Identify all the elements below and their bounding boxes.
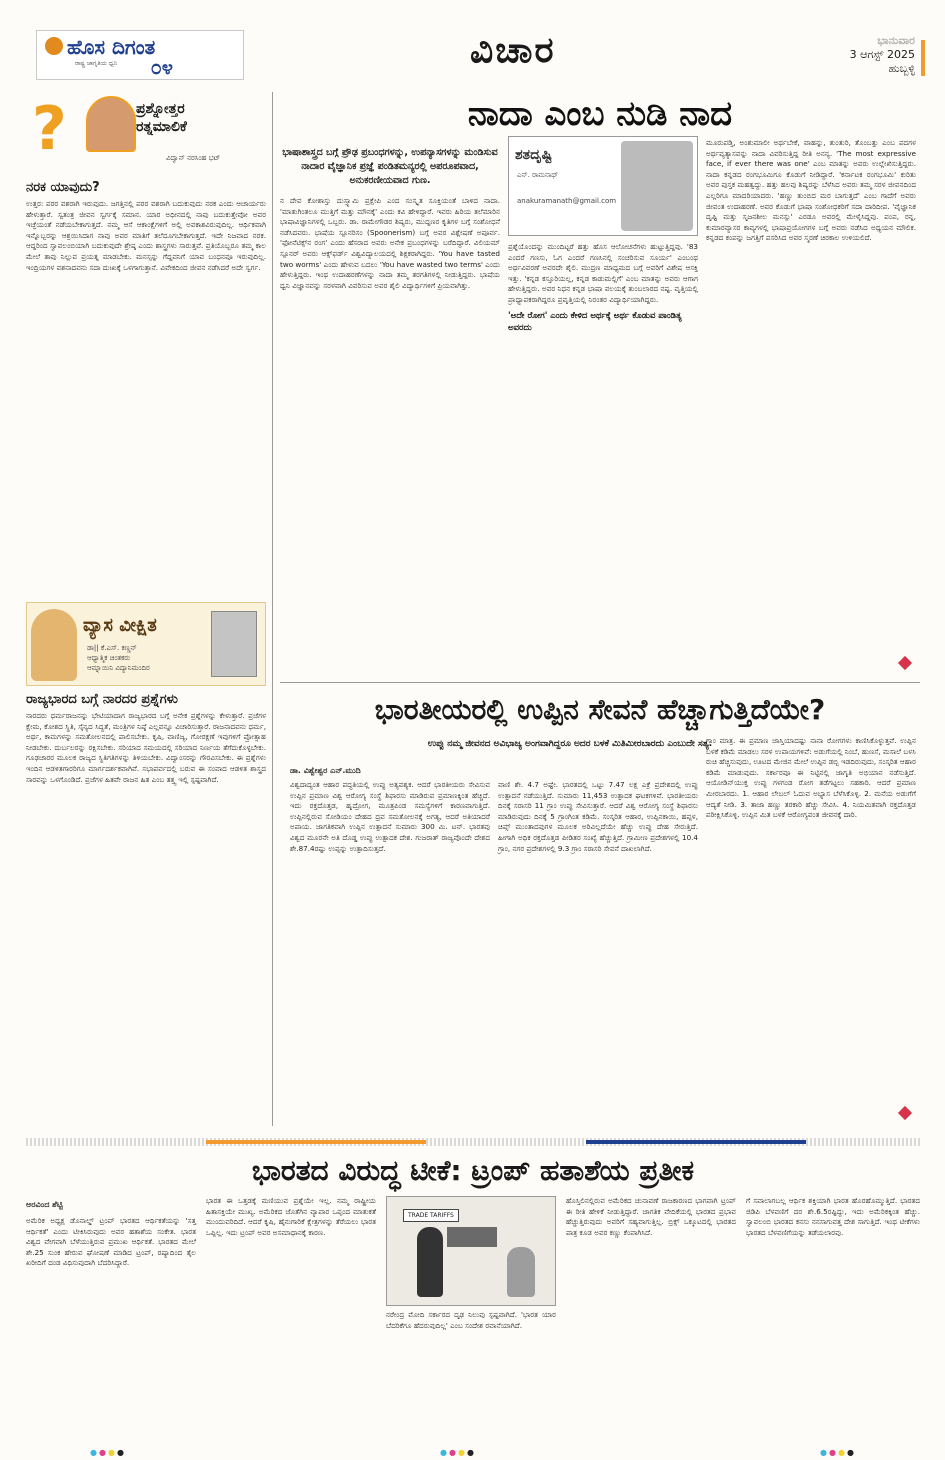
article-body-col2: ಭಾರತ ಈ ಒತ್ತಡಕ್ಕೆ ಮಣಿಯುವ ಪ್ರಶ್ನೆಯೇ ಇಲ್ಲ. ನಮ್ಮ ರಾಷ್ಟ್ರೀಯ ಹಿತಾಸಕ್ತಿಯೇ ಮುಖ್ಯ. ಅಮೆರಿಕದ ಜೊತೆಗಿನ ವ್ಯಾಪಾರ ಒಪ್ಪಂದ ಮಾತುಕತೆ ಮುಂದುವರಿದಿದೆ. ಆದರೆ ಕೃಷಿ, ಹೈನುಗಾರಿಕೆ ಕ್ಷೇತ್ರಗಳನ್ನು ತೆರೆಯಲು ಭಾರತ ಒಪ್ಪಿಲ್ಲ. ಇದು ಟ್ರಂಪ್ ಅವರ ಅಸಮಾಧಾನಕ್ಕೆ ಕಾರಣ. (206, 1196, 376, 1237)
article-standfirst: ಉಪ್ಪು ನಮ್ಮ ಜೀವನದ ಅವಿಭಾಜ್ಯ ಅಂಗವಾಗಿದ್ದರೂ ಅದರ ಬಳಕೆ ಮಿತಿಮೀರಬಾರದು ಎಂಬುದೇ ಸತ್ಯ. (427, 739, 713, 749)
accent-stripe-orange (206, 1140, 426, 1144)
end-mark-icon (898, 656, 912, 670)
article-byline: ಅರವಿಂದ ಶೆಟ್ಟಿ (26, 1200, 63, 1209)
article-body-col2 (508, 242, 698, 338)
cartoon-caption: TRADE TARIFFS (403, 1209, 459, 1222)
qna-title-line1: ಪ್ರಶ್ನೋತ್ತರ (136, 101, 185, 117)
section-divider (280, 682, 920, 683)
article-body-col2: ವಾಣಿ ಶೇ. 4.7 ಅಷ್ಟೇ. ಭಾರತದಲ್ಲಿ ಒಟ್ಟು 7.47 ಲಕ್ಷ ಎಕ್ರೆ ಪ್ರದೇಶದಲ್ಲಿ ಉಪ್ಪು ಉತ್ಪಾದನೆ ನಡೆಯುತ್ತಿದೆ. ಸುಮಾರು 11,453 ಉತ್ಪಾದಕ ಘಟಕಗಳಿವೆ. ಭಾರತೀಯರು ದಿನಕ್ಕೆ ಸರಾಸರಿ 11 ಗ್ರಾಂ ಉಪ್ಪು ಸೇವಿಸುತ್ತಾರೆ. ಆದರೆ ವಿಶ್ವ ಆರೋಗ್ಯ ಸಂಸ್ಥೆ ಶಿಫಾರಸು ಮಾಡಿರುವುದು ದಿನಕ್ಕೆ 5 ಗ್ರಾಂಗಿಂತ ಕಡಿಮೆ. ಸಂಸ್ಕರಿತ ಆಹಾರ, ಉಪ್ಪಿನಕಾಯಿ, ಹಪ್ಪಳ, ಚಿಪ್ಸ್ ಮುಂತಾದವುಗಳ ಮೂಲಕ ಅರಿವಿಲ್ಲದೆಯೇ ಹೆಚ್ಚು ಉಪ್ಪು ದೇಹ ಸೇರುತ್ತಿದೆ. ಹೀಗಾಗಿ ಅಧಿಕ ರಕ್ತದೊತ್ತಡ ಪೀಡಿತರ ಸಂಖ್ಯೆ ಹೆಚ್ಚುತ್ತಿದೆ. ಗ್ರಾಮೀಣ ಪ್ರದೇಶಗಳಲ್ಲಿ 10.4 ಗ್ರಾಂ, ನಗರ ಪ್ರದೇಶಗಳಲ್ಲಿ 9.3 ಗ್ರಾಂ ಸರಾಸರಿ ಸೇವನೆ ದಾಖಲಾಗಿದೆ. (498, 780, 698, 853)
column-badge (508, 136, 698, 236)
registration-dots-left: ●●●● (90, 1448, 126, 1457)
end-mark-icon (898, 1106, 912, 1120)
column-divider (272, 92, 273, 1126)
article-headline[interactable]: ಭಾರತೀಯರಲ್ಲಿ ಉಪ್ಪಿನ ಸೇವನೆ ಹೆಚ್ಚಾಗುತ್ತಿದೆಯೇ? (374, 693, 826, 726)
qna-heading[interactable]: ನರಕ ಯಾವುದು? (26, 180, 100, 195)
city-label: ಹುಬ್ಬಳ್ಳಿ (888, 62, 915, 75)
masthead-logo[interactable] (36, 30, 244, 80)
qna-author: ವಿದ್ವಾನ್ ನರಸಿಂಹ ಭಟ್ (166, 154, 221, 162)
print-registration-marks (0, 1448, 945, 1456)
qna-body: ಉತ್ತರ: ಪರರ ವಶರಾಗಿ ಇರುವುದು. ಜಗತ್ತಿನಲ್ಲಿ ಪರರ ವಶರಾಗಿ ಬದುಕುವುದು ನರಕ ಎಂದು ಆಚಾರ್ಯರು ಹೇಳುತ್ತಾರೆ. ಸ್ವತಂತ್ರ ಜೀವನ ಸ್ವರ್ಗಕ್ಕೆ ಸಮಾನ. ಯಾರ ಅಧೀನದಲ್ಲಿ ನಾವು ಬದುಕುತ್ತೇವೋ ಅವರ ಇಚ್ಛೆಯಂತೆ ನಡೆಯಬೇಕಾಗುತ್ತದೆ. ನಮ್ಮ ಆಸೆ ಆಕಾಂಕ್ಷೆಗಳಿಗೆ ಅಲ್ಲಿ ಅವಕಾಶವಿರುವುದಿಲ್ಲ. ಆರ್ಥಿಕವಾಗಿ ಇನ್ನೊಬ್ಬರನ್ನು ಆಶ್ರಯಿಸಿದಾಗ ನಾವು ಅವರ ಮಾತಿಗೆ ತಲೆದೂಗಬೇಕಾಗುತ್ತದೆ. ಇದೇ ನಿಜವಾದ ನರಕ. ಆದ್ದರಿಂದ ಸ್ವಾವಲಂಬಿಯಾಗಿ ಬದುಕುವುದೇ ಶ್ರೇಷ್ಠ ಎಂದು ಶಾಸ್ತ್ರಗಳು ಸಾರುತ್ತವೆ. ಪ್ರತಿಯೊಬ್ಬರೂ ತಮ್ಮ ಕಾಲ ಮೇಲೆ ತಾವು ನಿಲ್ಲುವ ಪ್ರಯತ್ನ ಮಾಡಬೇಕು. ಮನಸ್ಸನ್ನು ಗೆದ್ದವನಿಗೆ ಯಾವ ಬಂಧನವೂ ಇರುವುದಿಲ್ಲ. ಇಂದ್ರಿಯಗಳ ವಶನಾದವನು ಸದಾ ದುಃಖಕ್ಕೆ ಒಳಗಾಗುತ್ತಾನೆ. ವಿವೇಕದಿಂದ ಜೀವನ ನಡೆಸಿದರೆ ಅದೇ ಸ್ವರ್ಗ. (26, 199, 266, 272)
section-title: ವಿಚಾರ (470, 30, 556, 71)
accent-stripe-blue (586, 1140, 806, 1144)
article-body-col5: ಗೆ ಸವಾಲಾಗಬಲ್ಲ ಆರ್ಥಿಕ ಶಕ್ತಿಯಾಗಿ ಭಾರತ ಹೊರಹೊಮ್ಮುತ್ತಿದೆ. ಭಾರತದ ಜಿಡಿಪಿ ಬೆಳವಣಿಗೆ ದರ ಶೇ.6.5ರಷ್ಟಿದ್ದು, ಇದು ಅಮೆರಿಕಕ್ಕಿಂತ ಹೆಚ್ಚು. ಸ್ವಾವಲಂಬಿ ಭಾರತದ ಕನಸು ನನಸಾಗುವತ್ತ ದೇಶ ಸಾಗುತ್ತಿದೆ. ಇಂಥ ಟೀಕೆಗಳು ಭಾರತದ ಬೆಳವಣಿಗೆಯನ್ನು ತಡೆಯಲಾರವು. (746, 1196, 920, 1237)
vyasa-banner (26, 602, 266, 686)
vyasa-author-photo (211, 611, 257, 677)
article-headline[interactable]: ಭಾರತದ ವಿರುದ್ಧ ಟೀಕೆ: ಟ್ರಂಪ್ ಹತಾಶೆಯ ಪ್ರತೀಕ (251, 1154, 695, 1187)
accent-bar (921, 40, 925, 76)
cartoon-figure-right (507, 1247, 535, 1297)
page-header (0, 0, 945, 92)
registration-dots-right: ●●●● (820, 1448, 856, 1457)
vyasa-author-org: ಆಮ್ನಾಯಿನಿ ವಿದ್ಯಾನಿಮಂದಿರ (87, 664, 150, 672)
article-body-col1: ಅಮೆರಿಕ ಅಧ್ಯಕ್ಷ ಡೊನಾಲ್ಡ್ ಟ್ರಂಪ್ ಭಾರತದ ಆರ್ಥಿಕತೆಯನ್ನು 'ಸತ್ತ ಆರ್ಥಿಕತೆ' ಎಂದು ಟೀಕಿಸಿರುವುದು ಅವರ ಹತಾಶೆಯ ಸಂಕೇತ. ಭಾರತ ವಿಶ್ವದ ವೇಗವಾಗಿ ಬೆಳೆಯುತ್ತಿರುವ ಪ್ರಮುಖ ಆರ್ಥಿಕತೆ. ಭಾರತದ ಮೇಲೆ ಶೇ.25 ಸುಂಕ ಹೇರುವ ಘೋಷಣೆ ಮಾಡಿದ ಟ್ರಂಪ್, ರಷ್ಯಾದಿಂದ ತೈಲ ಖರೀದಿಗೆ ದಂಡ ವಿಧಿಸುವುದಾಗಿ ಬೆದರಿಸಿದ್ದಾರೆ. (26, 1216, 196, 1268)
article-nada (280, 92, 920, 682)
registration-dots-center: ●●●● (440, 1448, 476, 1457)
vyasa-heading[interactable]: ರಾಜ್ಯಭಾರದ ಬಗ್ಗೆ ನಾರದರ ಪ್ರಶ್ನೆಗಳು (26, 692, 178, 707)
qna-banner (26, 94, 266, 164)
article-body-col1: ವಿಶ್ವದಾದ್ಯಂತ ಆಹಾರ ಪದ್ಧತಿಯಲ್ಲಿ ಉಪ್ಪು ಅತ್ಯವಶ್ಯಕ. ಆದರೆ ಭಾರತೀಯರು ಸೇವಿಸುವ ಉಪ್ಪಿನ ಪ್ರಮಾಣ ವಿಶ್ವ ಆರೋಗ್ಯ ಸಂಸ್ಥೆ ಶಿಫಾರಸು ಮಾಡಿರುವ ಪ್ರಮಾಣಕ್ಕಿಂತ ಹೆಚ್ಚಿದೆ. ಇದು ರಕ್ತದೊತ್ತಡ, ಹೃದ್ರೋಗ, ಮೂತ್ರಪಿಂಡ ಸಮಸ್ಯೆಗಳಿಗೆ ಕಾರಣವಾಗುತ್ತಿದೆ. ಉಪ್ಪಿನಲ್ಲಿರುವ ಸೋಡಿಯಂ ದೇಹದ ದ್ರವ ಸಮತೋಲನಕ್ಕೆ ಅಗತ್ಯ, ಆದರೆ ಅತಿಯಾದರೆ ಅಪಾಯ. ಜಾಗತಿಕವಾಗಿ ಉಪ್ಪಿನ ಉತ್ಪಾದನೆ ಸುಮಾರು 300 ಮಿ. ಟನ್. ಭಾರತವು ವಿಶ್ವದ ಮೂರನೇ ಅತಿ ದೊಡ್ಡ ಉಪ್ಪು ಉತ್ಪಾದಕ ದೇಶ. ಗುಜರಾತ್ ರಾಜ್ಯವೊಂದೇ ದೇಶದ ಶೇ.87.4ರಷ್ಟು ಉಪ್ಪನ್ನು ಉತ್ಪಾದಿಸುತ್ತದೆ. (290, 780, 490, 853)
date-label: 3 ಆಗಸ್ಟ್ 2025 (849, 48, 915, 61)
article-body-col3: ಗ್ರಾಂ ಮಾತ್ರ. ಈ ಪ್ರಮಾಣ ಜಾಸ್ತಿಯಾದಷ್ಟು ನಾನಾ ರೋಗಗಳು ಕಾಣಿಸಿಕೊಳ್ಳುತ್ತವೆ. ಉಪ್ಪಿನ ಬಳಕೆ ಕಡಿಮೆ ಮಾಡಲು ಸರಳ ಉಪಾಯಗಳಿವೆ: ಅಡುಗೆಯಲ್ಲಿ ನಿಂಬೆ, ಹುಣಸೆ, ಮಸಾಲೆ ಬಳಸಿ ರುಚಿ ಹೆಚ್ಚಿಸುವುದು, ಊಟದ ಮೇಜಿನ ಮೇಲೆ ಉಪ್ಪಿನ ಡಬ್ಬಿ ಇಡದಿರುವುದು, ಸಂಸ್ಕರಿತ ಆಹಾರ ಕಡಿಮೆ ಮಾಡುವುದು. ಸರ್ಕಾರವೂ ಈ ನಿಟ್ಟಿನಲ್ಲಿ ಜಾಗೃತಿ ಅಭಿಯಾನ ನಡೆಸುತ್ತಿದೆ. ಆಯೋಡಿನ್‌ಯುಕ್ತ ಉಪ್ಪು ಗಳಗಂಡ ರೋಗ ತಡೆಗಟ್ಟಲು ಸಹಕಾರಿ. ಆದರೆ ಪ್ರಮಾಣ ಮೀರಬಾರದು. 1. ಆಹಾರ ಲೇಬಲ್ ಓದುವ ಅಭ್ಯಾಸ ಬೆಳೆಸಿಕೊಳ್ಳಿ. 2. ಮನೆಯ ಅಡುಗೆಗೆ ಆದ್ಯತೆ ನೀಡಿ. 3. ತಾಜಾ ಹಣ್ಣು ತರಕಾರಿ ಹೆಚ್ಚು ಸೇವಿಸಿ. 4. ನಿಯಮಿತವಾಗಿ ರಕ್ತದೊತ್ತಡ ಪರೀಕ್ಷಿಸಿಕೊಳ್ಳಿ. ಉಪ್ಪಿನ ಮಿತ ಬಳಕೆ ಆರೋಗ್ಯವಂತ ಜೀವನಕ್ಕೆ ದಾರಿ. (706, 736, 916, 820)
vyasa-author (87, 643, 150, 673)
lamp-icon (45, 37, 63, 55)
article-byline: ಡಾ. ವಿಶ್ವೇಶ್ವರ ಎನ್.ಮುದಿ (290, 766, 361, 775)
article-trump (26, 1138, 920, 1446)
vyasa-title: ವ್ಯಾಸ ವೀಕ್ಷಿತ (83, 615, 157, 636)
column-name: ಶತದೃಷ್ಟಿ (515, 147, 553, 163)
date-block (850, 34, 915, 76)
vyasa-body: ನಾರದರು ಧರ್ಮರಾಜನನ್ನು ಭೇಟಿಯಾದಾಗ ರಾಜ್ಯಭಾರದ ಬಗ್ಗೆ ಅನೇಕ ಪ್ರಶ್ನೆಗಳನ್ನು ಕೇಳುತ್ತಾರೆ. ಪ್ರಜೆಗಳ ಕ್ಷೇಮ, ಕೋಶದ ಸ್ಥಿತಿ, ಸೈನ್ಯದ ಸಿದ್ಧತೆ, ಮಂತ್ರಿಗಳ ನಿಷ್ಠೆ ಎಲ್ಲವನ್ನೂ ವಿಚಾರಿಸುತ್ತಾರೆ. ರಾಜನಾದವನು ಧರ್ಮ, ಅರ್ಥ, ಕಾಮಗಳನ್ನು ಸಮತೋಲನದಲ್ಲಿ ಪಾಲಿಸಬೇಕು. ಕೃಷಿ, ವಾಣಿಜ್ಯ, ಗೋರಕ್ಷಣೆ ಇವುಗಳಿಗೆ ಪ್ರೋತ್ಸಾಹ ನೀಡಬೇಕು. ದುರ್ಬಲರನ್ನು ರಕ್ಷಿಸಬೇಕು. ಸರಿಯಾದ ಸಮಯದಲ್ಲಿ ಸರಿಯಾದ ನಿರ್ಣಯ ತೆಗೆದುಕೊಳ್ಳಬೇಕು. ಗೂಢಚಾರರ ಮೂಲಕ ರಾಜ್ಯದ ಸ್ಥಿತಿಗತಿಗಳನ್ನು ತಿಳಿಯಬೇಕು. ವಿದ್ವಾಂಸರನ್ನು ಗೌರವಿಸಬೇಕು. ಈ ಪ್ರಶ್ನೆಗಳು ಇಂದಿನ ಆಡಳಿತಗಾರರಿಗೂ ಮಾರ್ಗದರ್ಶಕವಾಗಿವೆ. ಸಭಾಪರ್ವದಲ್ಲಿ ಬರುವ ಈ ಸಂವಾದ ಆಡಳಿತ ಶಾಸ್ತ್ರದ ಸಾರವನ್ನು ಒಳಗೊಂಡಿದೆ. ಪ್ರಜೆಗಳ ಹಿತವೇ ರಾಜನ ಹಿತ ಎಂಬ ತತ್ತ್ವ ಇಲ್ಲಿ ಸ್ಪಷ್ಟವಾಗಿದೆ. (26, 711, 266, 784)
editorial-cartoon (386, 1196, 556, 1306)
vyasa-article (26, 692, 266, 785)
column-author: ಎನ್. ರಾಮನಾಥ್ (517, 171, 559, 179)
qna-title-line2: ರತ್ನಮಾಲಿಕೆ (136, 119, 187, 135)
article-body-col3: ನರೇಂದ್ರ ಮೋದಿ ಸರ್ಕಾರದ ದೃಢ ನಿಲುವು ಸ್ಪಷ್ಟವಾಗಿದೆ. 'ಭಾರತ ಯಾರ ಬೆದರಿಕೆಗೂ ಹೆದರುವುದಿಲ್ಲ' ಎಂಬ ಸಂದೇಶ ರವಾನೆಯಾಗಿದೆ. (386, 1310, 556, 1330)
article-body-col4: ಹೊಸ್ತಿಲಿನಲ್ಲಿರುವ ಅಮೆರಿಕದ ಚುನಾವಣೆ ರಾಜಕಾರಣದ ಭಾಗವಾಗಿ ಟ್ರಂಪ್ ಈ ರೀತಿ ಹೇಳಿಕೆ ನೀಡುತ್ತಿದ್ದಾರೆ. ಜಾಗತಿಕ ವೇದಿಕೆಯಲ್ಲಿ ಭಾರತದ ಪ್ರಭಾವ ಹೆಚ್ಚುತ್ತಿರುವುದು ಅವರಿಗೆ ಸಹ್ಯವಾಗುತ್ತಿಲ್ಲ. ಬ್ರಿಕ್ಸ್ ಒಕ್ಕೂಟದಲ್ಲಿ ಭಾರತದ ಪಾತ್ರ ಕೂಡ ಅವರ ಕಣ್ಣು ಕೆಂಪಾಗಿಸಿದೆ. (566, 1196, 736, 1237)
vyasa-author-role: ಆಧ್ಯಾತ್ಮಿಕ ಚಿಂತಕರು (87, 654, 131, 662)
pull-quote: 'ಅದೇ ರೋಗ' ಎಂದು ಕೇಳಿದ ಅರ್ಥಕ್ಕೆ ಅರ್ಥ ಕೊಡುವ ಪಾಂಡಿತ್ಯ ಅವರದು (508, 310, 682, 333)
day-label: ಭಾನುವಾರ (877, 34, 915, 47)
article-body-col2-text: ಪ್ರಶ್ನೆಯೊಂದನ್ನು ಮುಂದಿಟ್ಟರೆ ಹತ್ತು ಹೊಸ ಆಲೋಚನೆಗಳು ಹುಟ್ಟುತ್ತಿದ್ದವು. '83 ಎಂದರೆ ಗಣಸು, ಓಗ ಎಂದರೆ ಗಣಸಿನಲ್ಲಿ ಸಂಚರಿಸುವ ಸೂರ್ಯ' ಎಂಬಂಥ ಅರ್ಥವಿವರಣೆ ಅವರದೇ ಶೈಲಿ. ಮುದ್ರಣ ಮಾಧ್ಯಮದ ಬಗ್ಗೆ ಅವರಿಗೆ ವಿಶೇಷ ಆಸಕ್ತಿ ಇತ್ತು. 'ಕನ್ನಡ ಕಸ್ತೂರಿಯಲ್ಲ, ಕನ್ನಡ ಕಾಡುಮಲ್ಲಿಗೆ' ಎಂಬ ಮಾತನ್ನು ಅವರು ಆಗಾಗ ಹೇಳುತ್ತಿದ್ದರು. ಅವರ ನಿಧನ ಕನ್ನಡ ಭಾಷಾ ವಲಯಕ್ಕೆ ತುಂಬಲಾರದ ನಷ್ಟ. ವೃತ್ತಿಯಲ್ಲಿ ಪ್ರಾಧ್ಯಾಪಕರಾಗಿದ್ದರೂ ಪ್ರವೃತ್ತಿಯಲ್ಲಿ ನಿರಂತರ ವಿದ್ಯಾರ್ಥಿಯಾಗಿದ್ದರು. (508, 242, 698, 304)
qna-title (136, 100, 187, 136)
question-mark-icon: ? (32, 94, 67, 164)
author-avatar (86, 96, 136, 152)
article-body-col3: ಮೂರುಪಡ್ತಿ, ಅಂಶುಮಾಲೀ ಅರ್ಥಬೇಕೆ, ವಾಹನ್ನು, ತುಂತುರಿ, ತೊಂಬತ್ತು ಎಂಬ ಪದಗಳ ಅರ್ಥವ್ಯತ್ಯಾಸವನ್ನು ನಾದಾ ವಿವರಿಸುತ್ತಿದ್ದ ರೀತಿ ಅನನ್ಯ. 'The most expressive face, if ever there was one' ಎಂಬ ಮಾತನ್ನು ಅವರು ಉಲ್ಲೇಖಿಸುತ್ತಿದ್ದರು. ನಾದಾ ಕನ್ನಡದ ರಂಗಭೂಮಿಗೂ ಕೊಡುಗೆ ನೀಡಿದ್ದಾರೆ. 'ಕರ್ನಾಟಕ ರಂಗಭೂಮಿ' ಕುರಿತು ಅವರ ಪುಸ್ತಕ ಮಹತ್ವದ್ದು. ಹತ್ತು ಹಲವು ಶಿಷ್ಯರನ್ನು ಬೆಳೆಸಿದ ಅವರು ತಮ್ಮ ಸರಳ ಜೀವನದಿಂದ ಎಲ್ಲರಿಗೂ ಮಾದರಿಯಾದರು. 'ಹಣ್ಣು ತುಂಬಿದ ಮರ ಬಾಗುತ್ತದೆ' ಎಂಬ ಗಾದೆಗೆ ಅವರು ಜೀವಂತ ಉದಾಹರಣೆ. ಅವರ ಕೊಡುಗೆ ಭಾಷಾ ಸಂಶೋಧಕರಿಗೆ ಸದಾ ದಾರಿದೀಪ. 'ವೈಜ್ಞಾನಿಕ ದೃಷ್ಟಿ ಮತ್ತು ಸೃಜನಶೀಲ ಮನಸ್ಸು' ಎರಡೂ ಅವರಲ್ಲಿ ಮೇಳೈಸಿದ್ದವು. ಪಂಪ, ರನ್ನ, ಕುಮಾರವ್ಯಾಸರ ಕಾವ್ಯಗಳಲ್ಲಿ ಭಾಷಾಪ್ರಯೋಗಗಳ ಬಗ್ಗೆ ಅವರು ನಡೆಸಿದ ಅಧ್ಯಯನ ಮೌಲಿಕ. ಕನ್ನಡದ ಕಂಪನ್ನು ಜಗತ್ತಿಗೆ ಪಸರಿಸಿದ ಅವರ ಸ್ಮರಣೆ ಚಿರಕಾಲ ಉಳಿಯಲಿದೆ. (706, 138, 916, 243)
columnist-photo (621, 141, 693, 231)
cartoon-launcher-icon (447, 1227, 497, 1247)
left-column (26, 92, 266, 1124)
article-salt (280, 688, 920, 1128)
sage-illustration-icon (31, 609, 77, 681)
article-body-col1: ನ ದೇವ ಕೋಶಾಸ್ತು ದುಸ್ಸ್ಯಾಮಿ ಪ್ರಕ್ಷೇಪಿ ಎಂದ ಸಂಸ್ಕೃತ ಸೂಕ್ತಿಯಂತೆ ಬಾಳಿದ ನಾದಾ. 'ಮಾತುಗಿಂತಲೂ ಮುತ್ತಿಗೆ ಮತ್ತು ಮೌನಕ್ಕೆ' ಎಂದು ಕವಿ ಹೇಳಿದ್ದಾರೆ. ಇವರು ಹಿರಿಯ ತಲೆಮಾರಿನ ಭಾಷಾವಿಜ್ಞಾನಿಗಳಲ್ಲಿ ಒಬ್ಬರು. ಡಾ. ರಾಮೇಗೌಡರ ಶಿಷ್ಯರು, ಮುದ್ದಣರ ಕೃತಿಗಳ ಬಗ್ಗೆ ಸಂಶೋಧನೆ ನಡೆಸಿದವರು. ಭಾಷೆಯ ಸ್ಪೂನರಿಸಂ (Spoonerism) ಬಗ್ಗೆ ಅವರ ವಿಶ್ಲೇಷಣೆ ಅಪೂರ್ವ. 'ಫೋನೆಟಿಕ್ಸ್‌ನ ರಂಗ' ಎಂದು ಹೆಸರಾದ ಅವರು ಅನೇಕ ಪ್ರಬಂಧಗಳನ್ನು ಬರೆದಿದ್ದಾರೆ. ವಿಲಿಯಮ್ ಸ್ಪೂನರ್ ಅವರು ಆಕ್ಸ್‌ಫರ್ಡ್ ವಿಶ್ವವಿದ್ಯಾಲಯದಲ್ಲಿ ಶಿಕ್ಷಕರಾಗಿದ್ದರು. 'You have tasted two worms' ಎಂದು ಹೇಳುವ ಬದಲು 'You have wasted two terms' ಎಂದು ಹೇಳುತ್ತಿದ್ದರು. ಇಂಥ ಉದಾಹರಣೆಗಳನ್ನು ನಾದಾ ತಮ್ಮ ತರಗತಿಗಳಲ್ಲಿ ನೀಡುತ್ತಿದ್ದರು. ಭಾಷೆಯ ಧ್ವನಿ ವಿಜ್ಞಾನವನ್ನು ಸರಳವಾಗಿ ವಿವರಿಸುವ ಅವರ ಶೈಲಿ ವಿದ್ಯಾರ್ಥಿಗಳಿಗೆ ಪ್ರಿಯವಾಗಿತ್ತು. (280, 196, 500, 290)
brand-tagline: ರಾಷ್ಟ್ರ ಜಾಗೃತಿಯ ಧ್ವನಿ (75, 60, 118, 67)
qna-article (26, 180, 266, 273)
cartoon-figure-left (417, 1227, 443, 1297)
brand-name: ಹೊಸ ದಿಗಂತ (67, 35, 156, 59)
article-headline[interactable]: ನಾದಾ ಎಂಬ ನುಡಿ ನಾದ (467, 94, 733, 134)
article-standfirst: ಭಾಷಾಶಾಸ್ತ್ರದ ಬಗ್ಗೆ ಪ್ರೌಢ ಪ್ರಬಂಧಗಳನ್ನು, ಉಪನ್ಯಾಸಗಳನ್ನು ಮಂಡಿಸುವ ನಾದಾರ ವೈಜ್ಞಾನಿಕ ಪ್ರಜ್ಞೆ ಪಂಡಿತಮನ್ಯರಲ್ಲಿ ಅಪರೂಪವಾದ, ಅನುಕರಣೀಯವಾದ ಗುಣ. (282, 147, 498, 186)
vyasa-author-name: ಡಾ|| ಕೆ.ಎಸ್. ಕಣ್ಣನ್ (87, 644, 137, 652)
page-number: ೦೪ (150, 55, 173, 79)
column-email[interactable]: anakuramanath@gmail.com (517, 197, 617, 205)
